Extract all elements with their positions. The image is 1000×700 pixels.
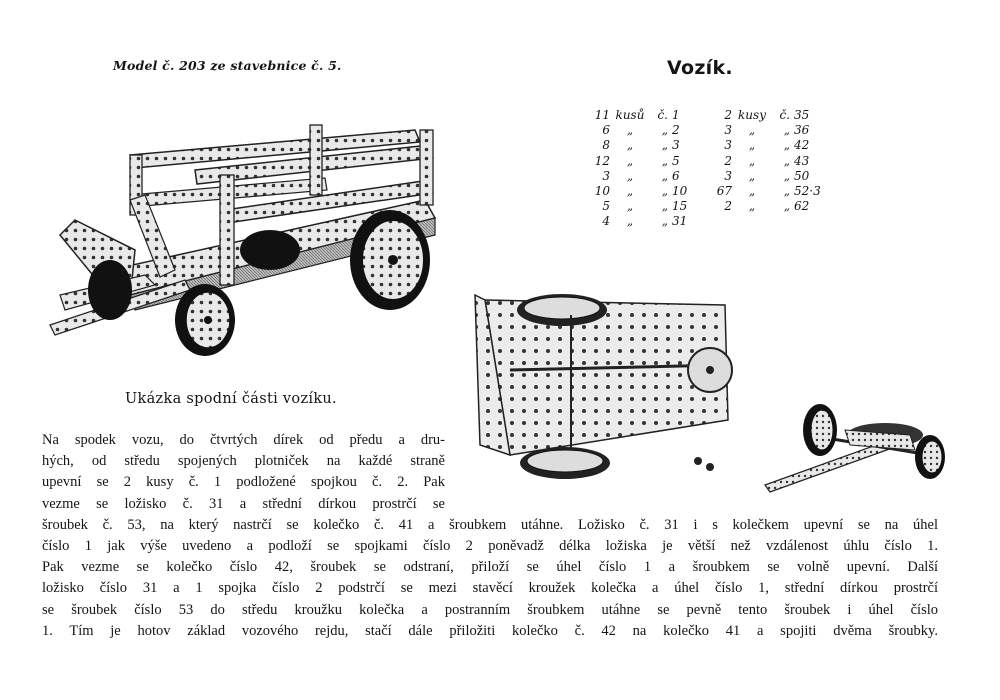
parts-list-right <box>710 108 824 214</box>
paragraph-line: upevní se 2 kusy č. 1 podložené spojkou č. 2. Pak <box>42 474 445 491</box>
part-number: 50 <box>794 168 810 183</box>
parts-row <box>588 169 702 184</box>
part-number: 6 <box>672 168 680 183</box>
parts-row <box>710 199 824 214</box>
paragraph-line: Na spodek vozu, do čtvrtých dírek od předu a dru- <box>42 432 445 448</box>
part-unit: „ <box>626 214 634 229</box>
parts-row <box>588 108 702 123</box>
parts-row <box>710 108 824 123</box>
parts-row <box>588 199 702 214</box>
part-no-label: č. <box>657 108 668 122</box>
part-unit: „ <box>626 168 634 183</box>
part-unit: kusů <box>615 108 645 122</box>
part-number: 42 <box>794 138 810 153</box>
part-count: 8 <box>602 138 610 153</box>
parts-row <box>588 214 702 229</box>
illustration-caption: Ukázka spodní části vozíku. <box>125 391 337 407</box>
part-no-label: č. <box>779 108 790 122</box>
part-no-label: „ <box>661 123 668 138</box>
part-no-label: „ <box>783 168 790 183</box>
part-count: 4 <box>602 214 610 229</box>
part-unit: „ <box>748 138 756 153</box>
part-unit: „ <box>748 199 756 214</box>
part-unit: „ <box>748 184 756 199</box>
part-unit: kusy <box>738 108 766 122</box>
part-unit: „ <box>626 184 634 199</box>
part-count: 3 <box>724 168 732 183</box>
assembly-instructions <box>42 430 938 642</box>
part-number: 2 <box>672 123 680 138</box>
paragraph-line: Pak vezme se kolečko číslo 42, šroubek se odstraní, přiloží se úhel číslo 1 a šroubkem se volně upevní. Další <box>42 559 938 576</box>
part-number: 5 <box>672 153 680 168</box>
paragraph-line: 1. Tím je hotov základ vozového rejdu, stačí dále přiložiti kolečko č. 42 na kolečko 41 a spojiti dvěma šroubky. <box>42 622 938 639</box>
page-title: Vozík. <box>667 57 733 79</box>
part-count: 2 <box>724 153 732 168</box>
part-no-label: „ <box>661 138 668 153</box>
model-number-heading: Model č. 203 ze stavebnice č. 5. <box>113 58 342 73</box>
part-no-label: „ <box>661 199 668 214</box>
parts-row <box>588 184 702 199</box>
paragraph-line: šroubek č. 53, na který nastrčí se kolečko č. 41 a šroubkem utáhne. Ložisko č. 31 i s kolečkem upevní se na úhel <box>42 516 938 533</box>
part-unit: „ <box>626 153 634 168</box>
parts-row <box>710 123 824 138</box>
part-count: 6 <box>602 123 610 138</box>
part-no-label: „ <box>783 184 790 199</box>
part-no-label: „ <box>783 138 790 153</box>
part-number: 3 <box>672 138 680 153</box>
parts-row <box>710 169 824 184</box>
part-no-label: „ <box>783 199 790 214</box>
part-unit: „ <box>626 138 634 153</box>
part-no-label: „ <box>783 153 790 168</box>
part-count: 11 <box>594 108 610 122</box>
paragraph-line: se šroubek číslo 53 do středu kroužku kolečka a postranním šroubkem utáhne se pevně tento šroubek i úhel číslo <box>42 601 938 618</box>
parts-row <box>588 138 702 153</box>
part-count: 10 <box>594 184 610 199</box>
part-number: 35 <box>794 108 810 122</box>
part-no-label: „ <box>661 214 668 229</box>
parts-row <box>710 184 824 199</box>
wagon-model-illustration <box>35 100 455 370</box>
part-number: 1 <box>672 108 680 122</box>
part-no-label: „ <box>661 168 668 183</box>
part-count: 67 <box>716 184 732 199</box>
part-count: 2 <box>724 199 732 214</box>
part-no-label: „ <box>661 153 668 168</box>
part-number: 36 <box>794 123 810 138</box>
part-number: 10 <box>672 184 688 199</box>
part-number: 31 <box>672 214 688 229</box>
part-count: 3 <box>724 138 732 153</box>
parts-row <box>710 138 824 153</box>
part-unit: „ <box>626 123 634 138</box>
parts-row <box>588 154 702 169</box>
part-number: 62 <box>794 199 810 214</box>
parts-row <box>588 123 702 138</box>
part-number: 15 <box>672 199 688 214</box>
part-count: 5 <box>602 199 610 214</box>
part-unit: „ <box>748 153 756 168</box>
part-number: 52·3 <box>794 184 821 199</box>
part-count: 2 <box>724 108 732 122</box>
part-count: 3 <box>724 123 732 138</box>
part-no-label: „ <box>783 123 790 138</box>
part-count: 3 <box>602 168 610 183</box>
part-count: 12 <box>594 153 610 168</box>
parts-row <box>710 154 824 169</box>
paragraph-line: hých, od středu spojených plotniček na každé straně <box>42 453 445 470</box>
paragraph-line: ložisko číslo 31 a 1 spojka číslo 2 podstrčí se mezi stavěcí kroužek kolečka a úhel číslo 1, střední dírkou prostrčí <box>42 580 938 597</box>
parts-list-left <box>588 108 702 230</box>
part-unit: „ <box>626 199 634 214</box>
part-no-label: „ <box>661 184 668 199</box>
part-unit: „ <box>748 123 756 138</box>
paragraph-line: vezme se ložisko č. 31 a střední dírkou prostrčí se <box>42 495 445 512</box>
part-unit: „ <box>748 168 756 183</box>
part-number: 43 <box>794 153 810 168</box>
paragraph-line: číslo 1 jak výše uvedeno a podloží se spojkami číslo 2 poněvadž délka ložiska je větší než vzdálenost úhlu číslo 1. <box>42 538 938 555</box>
